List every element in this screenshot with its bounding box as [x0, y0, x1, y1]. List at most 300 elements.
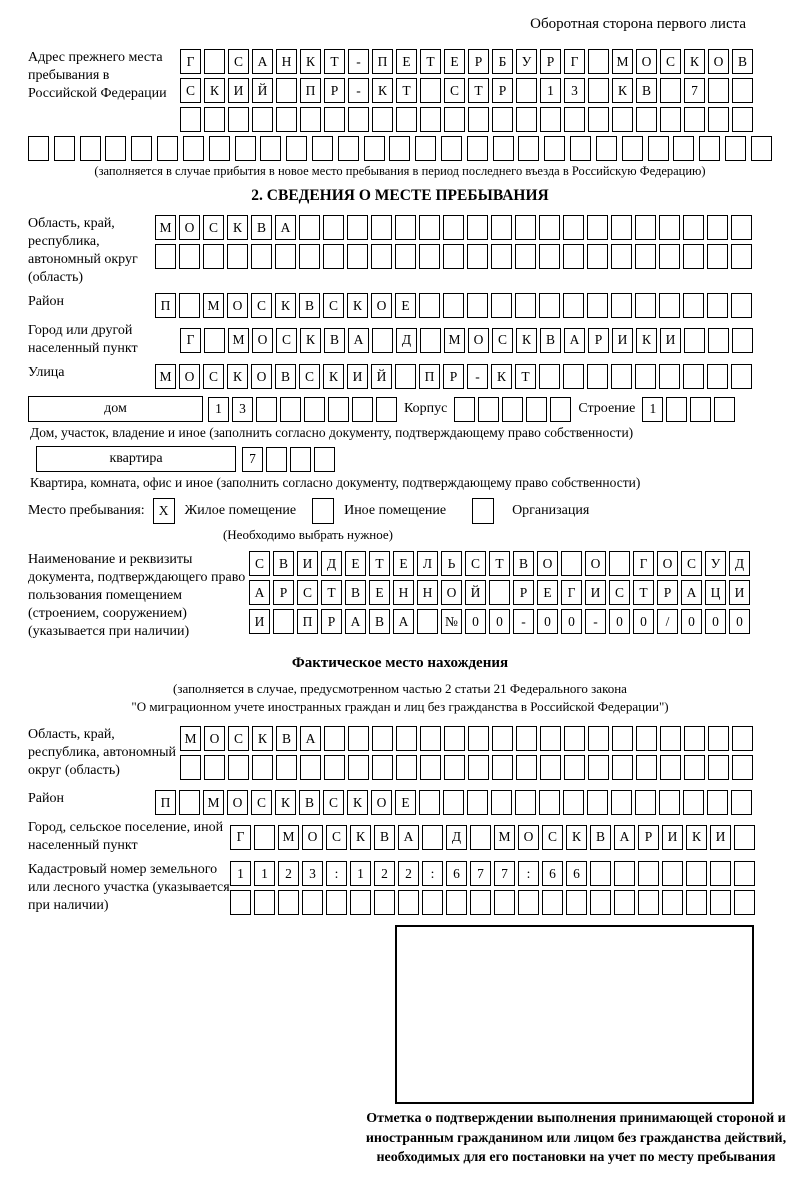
form-cell: К — [566, 825, 587, 850]
form-cell: К — [227, 215, 248, 240]
form-cell — [252, 755, 273, 780]
form-cell: С — [323, 293, 344, 318]
form-cell — [396, 107, 417, 132]
form-cell — [660, 755, 681, 780]
form-cell: С — [326, 825, 347, 850]
form-cell: Т — [468, 78, 489, 103]
form-cell: К — [300, 49, 321, 74]
form-cell: М — [494, 825, 515, 850]
form-cell — [659, 244, 680, 269]
form-cell: - — [467, 364, 488, 389]
form-cell: К — [347, 293, 368, 318]
form-cell — [731, 293, 752, 318]
form-cell: А — [252, 49, 273, 74]
form-cell: К — [252, 726, 273, 751]
form-cell — [636, 107, 657, 132]
form-cell — [372, 726, 393, 751]
form-cell — [372, 328, 393, 353]
form-cell — [635, 215, 656, 240]
form-cell: 0 — [561, 609, 582, 634]
form-cell — [622, 136, 643, 161]
form-cell — [587, 293, 608, 318]
form-cell — [299, 244, 320, 269]
form-cell — [659, 293, 680, 318]
form-cell: 0 — [681, 609, 702, 634]
form-cell: Р — [492, 78, 513, 103]
form-cell: М — [444, 328, 465, 353]
form-cell: О — [227, 293, 248, 318]
stay-type-note: (Необходимо выбрать нужное) — [222, 527, 394, 542]
form-cell — [468, 755, 489, 780]
form-cell: Е — [396, 49, 417, 74]
form-cell — [561, 551, 582, 576]
form-cell: И — [585, 580, 606, 605]
stay-type-checkbox-residential — [153, 498, 175, 524]
fact-note-2: "О миграционном учете иностранных граждан и лиц без гражданства в Российской Федерации") — [131, 699, 669, 714]
form-cell: О — [518, 825, 539, 850]
form-cell: И — [249, 609, 270, 634]
form-cell — [371, 215, 392, 240]
form-cell — [444, 755, 465, 780]
form-cell: Е — [444, 49, 465, 74]
form-cell: К — [227, 364, 248, 389]
form-cell — [612, 107, 633, 132]
form-cell — [611, 244, 632, 269]
form-cell: Е — [369, 580, 390, 605]
form-cell: Т — [369, 551, 390, 576]
form-cell: - — [348, 49, 369, 74]
form-cell: С — [465, 551, 486, 576]
form-cell: А — [681, 580, 702, 605]
form-cell — [564, 726, 585, 751]
form-cell — [635, 293, 656, 318]
form-cell — [588, 78, 609, 103]
form-cell — [516, 78, 537, 103]
form-cell: / — [657, 609, 678, 634]
district-label: Район — [28, 294, 64, 309]
form-cell — [708, 107, 729, 132]
form-cell — [443, 244, 464, 269]
form-cell — [563, 215, 584, 240]
form-cell — [348, 726, 369, 751]
fact-region-label: Область, край, республика, автономный округ (область) — [28, 727, 177, 778]
form-cell — [376, 397, 397, 422]
form-cell: О — [204, 726, 225, 751]
form-cell — [673, 136, 694, 161]
form-cell: С — [249, 551, 270, 576]
form-cell: И — [228, 78, 249, 103]
city-row — [28, 322, 772, 358]
form-cell: П — [372, 49, 393, 74]
form-cell: А — [348, 328, 369, 353]
form-cell: П — [155, 293, 176, 318]
form-cell — [493, 136, 514, 161]
form-cell — [515, 215, 536, 240]
form-cell — [273, 609, 294, 634]
fact-district-label: Район — [28, 791, 64, 806]
form-cell: Н — [393, 580, 414, 605]
form-cell — [540, 107, 561, 132]
form-cell: В — [540, 328, 561, 353]
fact-city-label: Город, сельское поселение, иной населенный пункт — [28, 820, 224, 853]
form-cell — [690, 397, 711, 422]
fact-region-grid-row-1 — [180, 726, 753, 751]
prev-address-grid-row-4 — [28, 136, 772, 161]
form-cell — [660, 107, 681, 132]
prev-address-grid-row-3 — [180, 107, 753, 132]
form-cell: 7 — [684, 78, 705, 103]
form-cell: С — [681, 551, 702, 576]
form-cell — [683, 790, 704, 815]
form-cell: М — [155, 364, 176, 389]
form-cell: Г — [633, 551, 654, 576]
form-cell: Й — [252, 78, 273, 103]
form-cell — [252, 107, 273, 132]
form-cell — [266, 447, 287, 472]
form-cell: 1 — [208, 397, 229, 422]
form-cell: У — [705, 551, 726, 576]
form-cell — [275, 244, 296, 269]
form-cell — [389, 136, 410, 161]
form-cell — [395, 244, 416, 269]
form-cell — [635, 790, 656, 815]
form-cell — [588, 49, 609, 74]
cadastral-grid — [230, 861, 755, 919]
form-cell — [563, 364, 584, 389]
form-cell: 1 — [254, 861, 275, 886]
form-cell: 2 — [398, 861, 419, 886]
document-label: Наименование и реквизиты документа, подтверждающего право пользования помещением (строением, сооружением) (указывается при наличии) — [28, 552, 246, 639]
form-cell — [470, 825, 491, 850]
form-cell: С — [180, 78, 201, 103]
form-cell: К — [372, 78, 393, 103]
form-cell — [468, 726, 489, 751]
form-cell: Б — [492, 49, 513, 74]
form-cell: Ь — [441, 551, 462, 576]
form-cell — [636, 755, 657, 780]
form-cell — [492, 755, 513, 780]
district-grid — [155, 293, 752, 318]
form-cell — [659, 215, 680, 240]
form-cell — [395, 364, 416, 389]
form-cell — [516, 107, 537, 132]
form-cell — [611, 215, 632, 240]
form-cell: К — [275, 293, 296, 318]
form-cell — [80, 136, 101, 161]
form-cell: Р — [321, 609, 342, 634]
form-cell: В — [732, 49, 753, 74]
form-cell: О — [468, 328, 489, 353]
form-cell — [539, 293, 560, 318]
form-cell: Р — [588, 328, 609, 353]
form-cell: Т — [633, 580, 654, 605]
form-cell — [422, 825, 443, 850]
form-cell: О — [251, 364, 272, 389]
form-cell — [587, 364, 608, 389]
form-cell: В — [369, 609, 390, 634]
form-cell: Е — [393, 551, 414, 576]
form-cell — [338, 136, 359, 161]
form-cell — [157, 136, 178, 161]
form-cell: : — [326, 861, 347, 886]
form-cell: С — [660, 49, 681, 74]
form-cell — [566, 890, 587, 915]
form-cell: Р — [273, 580, 294, 605]
form-cell — [323, 215, 344, 240]
form-cell — [492, 107, 513, 132]
form-cell — [491, 215, 512, 240]
form-cell: 0 — [705, 609, 726, 634]
form-cell: А — [249, 580, 270, 605]
form-cell — [256, 397, 277, 422]
form-cell: О — [179, 364, 200, 389]
form-cell: С — [228, 49, 249, 74]
form-cell — [468, 107, 489, 132]
form-cell — [540, 755, 561, 780]
organization-option-label: Организация — [512, 503, 590, 518]
form-cell — [324, 755, 345, 780]
form-cell — [443, 790, 464, 815]
form-cell — [590, 861, 611, 886]
form-cell: № — [441, 609, 462, 634]
form-cell — [312, 136, 333, 161]
region-grid-row-1 — [155, 215, 752, 240]
form-cell — [131, 136, 152, 161]
form-cell — [708, 78, 729, 103]
form-cell — [710, 890, 731, 915]
house-row — [28, 396, 772, 422]
form-cell: К — [686, 825, 707, 850]
form-cell — [515, 244, 536, 269]
form-cell: О — [657, 551, 678, 576]
form-cell — [734, 861, 755, 886]
street-label: Улица — [28, 365, 65, 380]
form-cell: И — [710, 825, 731, 850]
form-cell — [328, 397, 349, 422]
form-cell — [454, 397, 475, 422]
form-cell: 0 — [609, 609, 630, 634]
form-cell — [564, 755, 585, 780]
form-cell: Г — [180, 328, 201, 353]
form-cell: И — [612, 328, 633, 353]
form-cell — [539, 790, 560, 815]
korpus-grid — [454, 397, 571, 422]
form-cell — [544, 136, 565, 161]
form-cell: И — [347, 364, 368, 389]
form-cell: 0 — [729, 609, 750, 634]
form-cell — [725, 136, 746, 161]
form-cell — [347, 215, 368, 240]
form-cell — [707, 790, 728, 815]
fact-district-row — [28, 790, 772, 819]
section2-title: 2. СВЕДЕНИЯ О МЕСТЕ ПРЕБЫВАНИЯ — [251, 187, 549, 204]
region-grid — [155, 215, 752, 273]
fact-notes — [28, 680, 772, 716]
region-grid-row-2 — [155, 244, 752, 269]
form-cell — [714, 397, 735, 422]
form-cell — [28, 136, 49, 161]
form-cell: В — [299, 790, 320, 815]
form-cell — [611, 364, 632, 389]
form-cell — [204, 755, 225, 780]
form-cell: О — [302, 825, 323, 850]
form-cell: О — [252, 328, 273, 353]
form-cell — [731, 364, 752, 389]
document-grid-row-2 — [249, 580, 750, 605]
form-cell — [564, 107, 585, 132]
form-cell: 2 — [374, 861, 395, 886]
form-cell — [443, 215, 464, 240]
form-cell: Г — [561, 580, 582, 605]
form-cell: X — [153, 498, 175, 524]
form-cell: Т — [515, 364, 536, 389]
form-cell: К — [275, 790, 296, 815]
form-cell — [371, 244, 392, 269]
form-cell — [563, 244, 584, 269]
form-cell: П — [300, 78, 321, 103]
form-cell: К — [347, 790, 368, 815]
form-cell — [374, 890, 395, 915]
form-cell — [420, 78, 441, 103]
form-cell — [732, 78, 753, 103]
form-cell: О — [371, 790, 392, 815]
form-cell: У — [516, 49, 537, 74]
form-cell — [732, 107, 753, 132]
form-cell — [516, 755, 537, 780]
form-cell: 2 — [278, 861, 299, 886]
form-cell: И — [297, 551, 318, 576]
form-cell: С — [276, 328, 297, 353]
form-cell — [302, 890, 323, 915]
form-cell — [324, 107, 345, 132]
form-cell — [638, 861, 659, 886]
form-cell — [280, 397, 301, 422]
form-cell — [732, 328, 753, 353]
form-cell — [684, 107, 705, 132]
form-cell: В — [251, 215, 272, 240]
form-cell: : — [422, 861, 443, 886]
form-cell — [304, 397, 325, 422]
form-cell: В — [324, 328, 345, 353]
form-cell: К — [612, 78, 633, 103]
form-cell — [539, 364, 560, 389]
form-cell — [708, 755, 729, 780]
form-cell: О — [585, 551, 606, 576]
form-cell — [300, 755, 321, 780]
form-cell — [540, 726, 561, 751]
form-cell: - — [513, 609, 534, 634]
form-cell — [707, 364, 728, 389]
form-cell — [491, 790, 512, 815]
form-cell — [467, 293, 488, 318]
form-cell: И — [729, 580, 750, 605]
form-cell — [419, 790, 440, 815]
form-cell — [276, 755, 297, 780]
cadastral-grid-row-1 — [230, 861, 755, 886]
form-cell: : — [518, 861, 539, 886]
form-cell — [179, 790, 200, 815]
form-cell — [419, 244, 440, 269]
cadastral-row — [28, 861, 772, 919]
form-cell — [420, 328, 441, 353]
form-cell: А — [614, 825, 635, 850]
form-cell: В — [273, 551, 294, 576]
form-cell — [422, 890, 443, 915]
form-cell: П — [155, 790, 176, 815]
form-cell — [526, 397, 547, 422]
form-cell: С — [492, 328, 513, 353]
form-cell — [398, 890, 419, 915]
form-cell — [614, 861, 635, 886]
form-cell — [683, 244, 704, 269]
form-cell: В — [636, 78, 657, 103]
form-cell: И — [662, 825, 683, 850]
prev-address-grid-row-2 — [180, 78, 753, 103]
prev-address-grid — [180, 49, 753, 136]
form-cell — [491, 293, 512, 318]
form-cell: А — [398, 825, 419, 850]
form-cell: Р — [513, 580, 534, 605]
prev-address-label: Адрес прежнего места пребывания в Российской Федерации — [28, 50, 167, 101]
form-cell — [732, 726, 753, 751]
district-row — [28, 293, 772, 322]
form-cell — [470, 890, 491, 915]
stay-type-checkbox-organization — [472, 498, 494, 524]
form-cell — [612, 726, 633, 751]
fact-region-grid-row-2 — [180, 755, 753, 780]
form-cell: Р — [443, 364, 464, 389]
form-cell — [396, 755, 417, 780]
form-cell: С — [203, 215, 224, 240]
fact-city-row — [28, 819, 772, 855]
form-cell: А — [345, 609, 366, 634]
form-cell — [467, 215, 488, 240]
form-cell: К — [300, 328, 321, 353]
stamp-box — [395, 925, 754, 1104]
form-cell: Й — [465, 580, 486, 605]
form-cell — [467, 244, 488, 269]
form-cell: О — [708, 49, 729, 74]
form-cell: А — [300, 726, 321, 751]
form-cell — [443, 293, 464, 318]
form-cell — [348, 755, 369, 780]
document-grid-row-1 — [249, 551, 750, 576]
form-cell — [276, 107, 297, 132]
form-cell — [444, 726, 465, 751]
form-cell — [251, 244, 272, 269]
form-cell: К — [204, 78, 225, 103]
form-cell: Т — [324, 49, 345, 74]
form-cell — [494, 890, 515, 915]
form-cell — [364, 136, 385, 161]
form-cell: С — [251, 293, 272, 318]
other-option-label: Иное помещение — [344, 503, 447, 518]
form-cell — [502, 397, 523, 422]
form-cell — [441, 136, 462, 161]
korpus-label: Корпус — [404, 401, 448, 416]
form-cell — [648, 136, 669, 161]
form-cell — [228, 107, 249, 132]
form-cell — [396, 726, 417, 751]
form-cell — [420, 107, 441, 132]
form-cell — [635, 364, 656, 389]
form-cell: Т — [489, 551, 510, 576]
form-cell — [587, 215, 608, 240]
form-cell: О — [537, 551, 558, 576]
form-cell — [444, 107, 465, 132]
form-cell — [542, 890, 563, 915]
residential-option-label: Жилое помещение — [184, 503, 297, 518]
